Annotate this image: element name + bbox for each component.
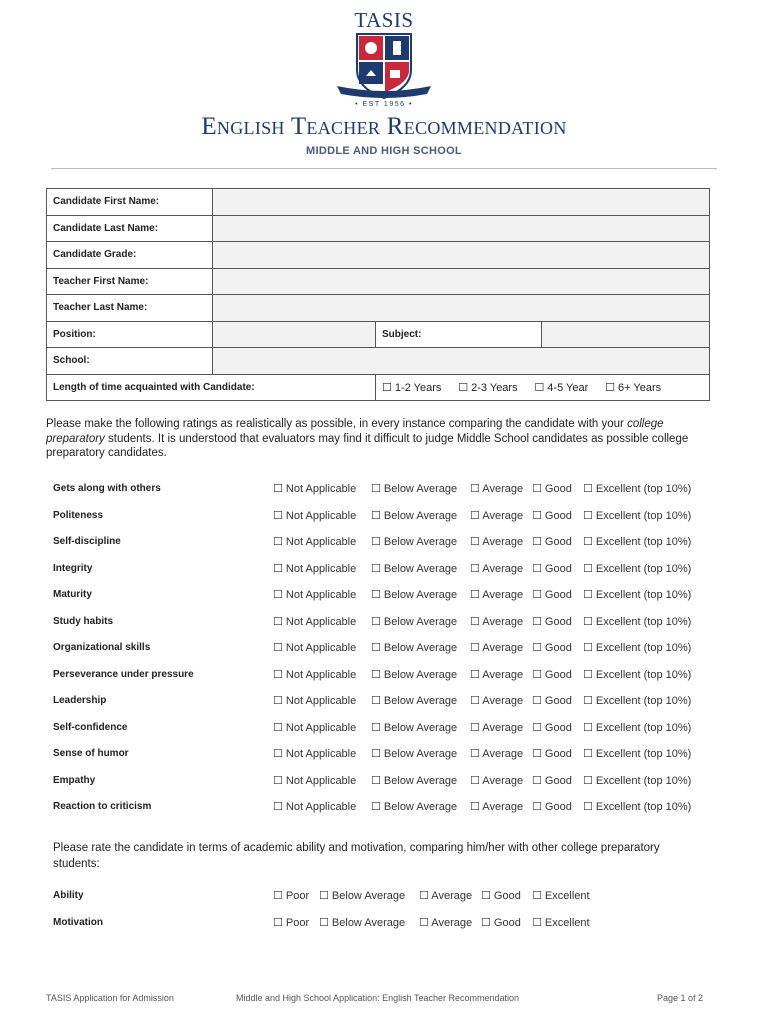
rating-checkbox[interactable]: ☐ Excellent (top 10%) bbox=[583, 748, 692, 760]
rating-checkbox[interactable]: ☐ Average bbox=[470, 801, 524, 813]
academic-row bbox=[53, 888, 733, 915]
rating-checkbox[interactable]: ☐ Average bbox=[470, 615, 524, 628]
page-subtitle: MIDDLE AND HIGH SCHOOL bbox=[306, 145, 462, 157]
rating-checkbox[interactable]: ☐ Not Applicable bbox=[273, 642, 357, 654]
rating-checkbox[interactable]: ☐ Excellent (top 10%) bbox=[583, 536, 692, 548]
length-acquainted-label: Length of time acquainted with Candidate: bbox=[47, 374, 376, 401]
rating-checkbox[interactable]: ☐ Not Applicable bbox=[273, 589, 357, 601]
academic-label: Ability bbox=[53, 890, 84, 901]
rating-checkbox[interactable]: ☐ Below Average bbox=[371, 642, 458, 654]
trait-label: Maturity bbox=[53, 589, 92, 600]
trait-row bbox=[53, 746, 733, 773]
rating-checkbox[interactable]: ☐ Not Applicable bbox=[273, 721, 357, 734]
candidate-last-name-label: Candidate Last Name: bbox=[47, 215, 213, 242]
academic-checkbox[interactable]: ☐ Excellent bbox=[532, 916, 590, 929]
rating-checkbox[interactable]: ☐ Excellent (top 10%) bbox=[583, 721, 692, 734]
rating-checkbox[interactable]: ☐ Good bbox=[532, 509, 572, 522]
trait-row bbox=[53, 508, 733, 535]
footer-left: TASIS Application for Admission bbox=[46, 993, 174, 1003]
rating-checkbox[interactable]: ☐ Average bbox=[470, 642, 524, 654]
rating-checkbox[interactable]: ☐ Average bbox=[470, 536, 524, 548]
rating-checkbox[interactable]: ☐ Below Average bbox=[371, 615, 458, 628]
trait-label: Gets along with others bbox=[53, 483, 161, 494]
rating-checkbox[interactable]: ☐ Average bbox=[470, 589, 524, 601]
rating-checkbox[interactable]: ☐ Excellent (top 10%) bbox=[583, 483, 692, 495]
rating-checkbox[interactable]: ☐ Below Average bbox=[371, 774, 458, 787]
academic-checkbox[interactable]: ☐ Poor bbox=[273, 916, 310, 929]
header-divider bbox=[51, 168, 717, 169]
trait-label: Sense of humor bbox=[53, 748, 129, 759]
rating-checkbox[interactable]: ☐ Excellent (top 10%) bbox=[583, 695, 692, 707]
academic-checkbox[interactable]: ☐ Below Average bbox=[319, 916, 406, 929]
academic-row bbox=[53, 915, 733, 942]
rating-checkbox[interactable]: ☐ Good bbox=[532, 721, 572, 734]
candidate-grade-field[interactable] bbox=[213, 242, 710, 269]
rating-checkbox[interactable]: ☐ Average bbox=[470, 695, 524, 707]
rating-checkbox[interactable]: ☐ Not Applicable bbox=[273, 483, 357, 495]
trait-label: Empathy bbox=[53, 774, 96, 786]
candidate-last-name-field[interactable] bbox=[213, 215, 710, 242]
rating-checkbox[interactable]: ☐ Below Average bbox=[371, 695, 458, 707]
trait-row bbox=[53, 720, 733, 747]
years-option-2-3[interactable]: ☐ 2-3 Years bbox=[458, 381, 518, 394]
academic-checkbox[interactable]: ☐ Average bbox=[419, 916, 473, 929]
years-option-4-5[interactable]: ☐ 4-5 Year bbox=[534, 381, 589, 394]
rating-checkbox[interactable]: ☐ Excellent (top 10%) bbox=[583, 774, 692, 787]
school-field[interactable] bbox=[213, 348, 710, 375]
footer-center: Middle and High School Application: English Teacher Recommendation bbox=[236, 993, 520, 1003]
academic-instructions: Please rate the candidate in terms of academic ability and motivation, comparing him/her with other college preparatory students: bbox=[53, 842, 660, 870]
candidate-first-name-field[interactable] bbox=[213, 189, 710, 216]
trait-row bbox=[53, 640, 733, 667]
rating-checkbox[interactable]: ☐ Good bbox=[532, 774, 572, 787]
academic-label: Motivation bbox=[53, 916, 103, 928]
trait-label: Study habits bbox=[53, 615, 114, 627]
rating-checkbox[interactable]: ☐ Good bbox=[532, 589, 572, 601]
length-acquainted-options bbox=[376, 374, 710, 401]
trait-ratings-list bbox=[53, 481, 733, 826]
rating-checkbox[interactable]: ☐ Not Applicable bbox=[273, 774, 357, 787]
school-logo bbox=[0, 4, 768, 108]
rating-checkbox[interactable]: ☐ Not Applicable bbox=[273, 801, 357, 813]
teacher-first-name-field[interactable] bbox=[213, 268, 710, 295]
candidate-grade-label: Candidate Grade: bbox=[47, 242, 213, 269]
rating-checkbox[interactable]: ☐ Below Average bbox=[371, 721, 458, 734]
rating-checkbox[interactable]: ☐ Excellent (top 10%) bbox=[583, 801, 692, 813]
footer-page-number: Page 1 of 2 bbox=[657, 993, 704, 1003]
logo-text: TASIS bbox=[354, 8, 414, 32]
rating-checkbox[interactable]: ☐ Good bbox=[532, 483, 572, 495]
rating-checkbox[interactable]: ☐ Below Average bbox=[371, 509, 458, 522]
trait-row bbox=[53, 693, 733, 720]
academic-checkbox[interactable]: ☐ Below Average bbox=[319, 890, 406, 902]
position-field[interactable] bbox=[213, 321, 376, 348]
trait-label: Self-confidence bbox=[53, 721, 128, 733]
trait-row bbox=[53, 614, 733, 641]
academic-checkbox[interactable]: ☐ Average bbox=[419, 890, 473, 902]
rating-checkbox[interactable]: ☐ Excellent (top 10%) bbox=[583, 615, 692, 628]
rating-checkbox[interactable]: ☐ Not Applicable bbox=[273, 695, 357, 707]
years-option-6-plus[interactable]: ☐ 6+ Years bbox=[605, 381, 662, 394]
rating-checkbox[interactable]: ☐ Excellent (top 10%) bbox=[583, 509, 692, 522]
rating-checkbox[interactable]: ☐ Excellent (top 10%) bbox=[583, 562, 692, 575]
rating-checkbox[interactable]: ☐ Below Average bbox=[371, 483, 458, 495]
subject-label: Subject: bbox=[376, 321, 542, 348]
trait-row bbox=[53, 561, 733, 588]
trait-row bbox=[53, 773, 733, 800]
rating-instructions: Please make the following ratings as realistically as possible, in every instance comparing the candidate with your college preparatory students. It is understood that evaluators may find it difficult to judge Middle School candidates as possible college preparatory candidates. bbox=[46, 418, 689, 459]
trait-label: Leadership bbox=[53, 695, 107, 706]
rating-checkbox[interactable]: ☐ Excellent (top 10%) bbox=[583, 668, 692, 681]
rating-checkbox[interactable]: ☐ Not Applicable bbox=[273, 748, 357, 760]
rating-checkbox[interactable]: ☐ Average bbox=[470, 509, 524, 522]
trait-row bbox=[53, 587, 733, 614]
trait-label: Reaction to criticism bbox=[53, 801, 152, 812]
trait-label: Self-discipline bbox=[53, 536, 121, 547]
trait-label: Perseverance under pressure bbox=[53, 668, 194, 680]
rating-checkbox[interactable]: ☐ Not Applicable bbox=[273, 536, 357, 548]
rating-checkbox[interactable]: ☐ Not Applicable bbox=[273, 562, 357, 575]
rating-checkbox[interactable]: ☐ Average bbox=[470, 562, 524, 575]
rating-checkbox[interactable]: ☐ Average bbox=[470, 668, 524, 681]
page-title: English Teacher Recommendation bbox=[201, 113, 567, 140]
teacher-last-name-label: Teacher Last Name: bbox=[47, 295, 213, 322]
crest-icon bbox=[335, 32, 433, 102]
rating-checkbox[interactable]: ☐ Not Applicable bbox=[273, 668, 357, 681]
rating-checkbox[interactable]: ☐ Good bbox=[532, 668, 572, 681]
rating-checkbox[interactable]: ☐ Below Average bbox=[371, 562, 458, 575]
trait-label: Politeness bbox=[53, 509, 104, 521]
trait-row bbox=[53, 481, 733, 508]
academic-ratings-list bbox=[53, 888, 733, 941]
candidate-info-table bbox=[46, 188, 710, 401]
trait-row bbox=[53, 534, 733, 561]
rating-checkbox[interactable]: ☐ Average bbox=[470, 748, 524, 760]
rating-checkbox[interactable]: ☐ Good bbox=[532, 562, 572, 575]
teacher-first-name-label: Teacher First Name: bbox=[47, 268, 213, 295]
rating-checkbox[interactable]: ☐ Good bbox=[532, 536, 572, 548]
years-option-1-2[interactable]: ☐ 1-2 Years bbox=[382, 381, 442, 394]
established-year: • EST 1956 • bbox=[355, 101, 413, 108]
school-label: School: bbox=[47, 348, 213, 375]
teacher-last-name-field[interactable] bbox=[213, 295, 710, 322]
academic-checkbox[interactable]: ☐ Good bbox=[481, 890, 521, 902]
trait-row bbox=[53, 799, 733, 826]
rating-checkbox[interactable]: ☐ Excellent (top 10%) bbox=[583, 642, 692, 654]
rating-checkbox[interactable]: ☐ Good bbox=[532, 695, 572, 707]
rating-checkbox[interactable]: ☐ Below Average bbox=[371, 536, 458, 548]
trait-label: Integrity bbox=[53, 562, 93, 574]
rating-checkbox[interactable]: ☐ Below Average bbox=[371, 668, 458, 681]
academic-checkbox[interactable]: ☐ Poor bbox=[273, 890, 310, 902]
rating-checkbox[interactable]: ☐ Good bbox=[532, 748, 572, 760]
rating-checkbox[interactable]: ☐ Average bbox=[470, 483, 524, 495]
rating-checkbox[interactable]: ☐ Good bbox=[532, 801, 572, 813]
rating-checkbox[interactable]: ☐ Not Applicable bbox=[273, 509, 357, 522]
rating-checkbox[interactable]: ☐ Below Average bbox=[371, 801, 458, 813]
academic-checkbox[interactable]: ☐ Excellent bbox=[532, 890, 590, 902]
rating-checkbox[interactable]: ☐ Good bbox=[532, 615, 572, 628]
rating-checkbox[interactable]: ☐ Below Average bbox=[371, 748, 458, 760]
rating-checkbox[interactable]: ☐ Average bbox=[470, 774, 524, 787]
position-label: Position: bbox=[47, 321, 213, 348]
rating-checkbox[interactable]: ☐ Good bbox=[532, 642, 572, 654]
trait-row bbox=[53, 667, 733, 694]
rating-checkbox[interactable]: ☐ Not Applicable bbox=[273, 615, 357, 628]
academic-checkbox[interactable]: ☐ Good bbox=[481, 916, 521, 929]
rating-checkbox[interactable]: ☐ Average bbox=[470, 721, 524, 734]
candidate-first-name-label: Candidate First Name: bbox=[47, 189, 213, 216]
subject-field[interactable] bbox=[542, 321, 710, 348]
rating-checkbox[interactable]: ☐ Excellent (top 10%) bbox=[583, 589, 692, 601]
rating-checkbox[interactable]: ☐ Below Average bbox=[371, 589, 458, 601]
trait-label: Organizational skills bbox=[53, 642, 151, 653]
